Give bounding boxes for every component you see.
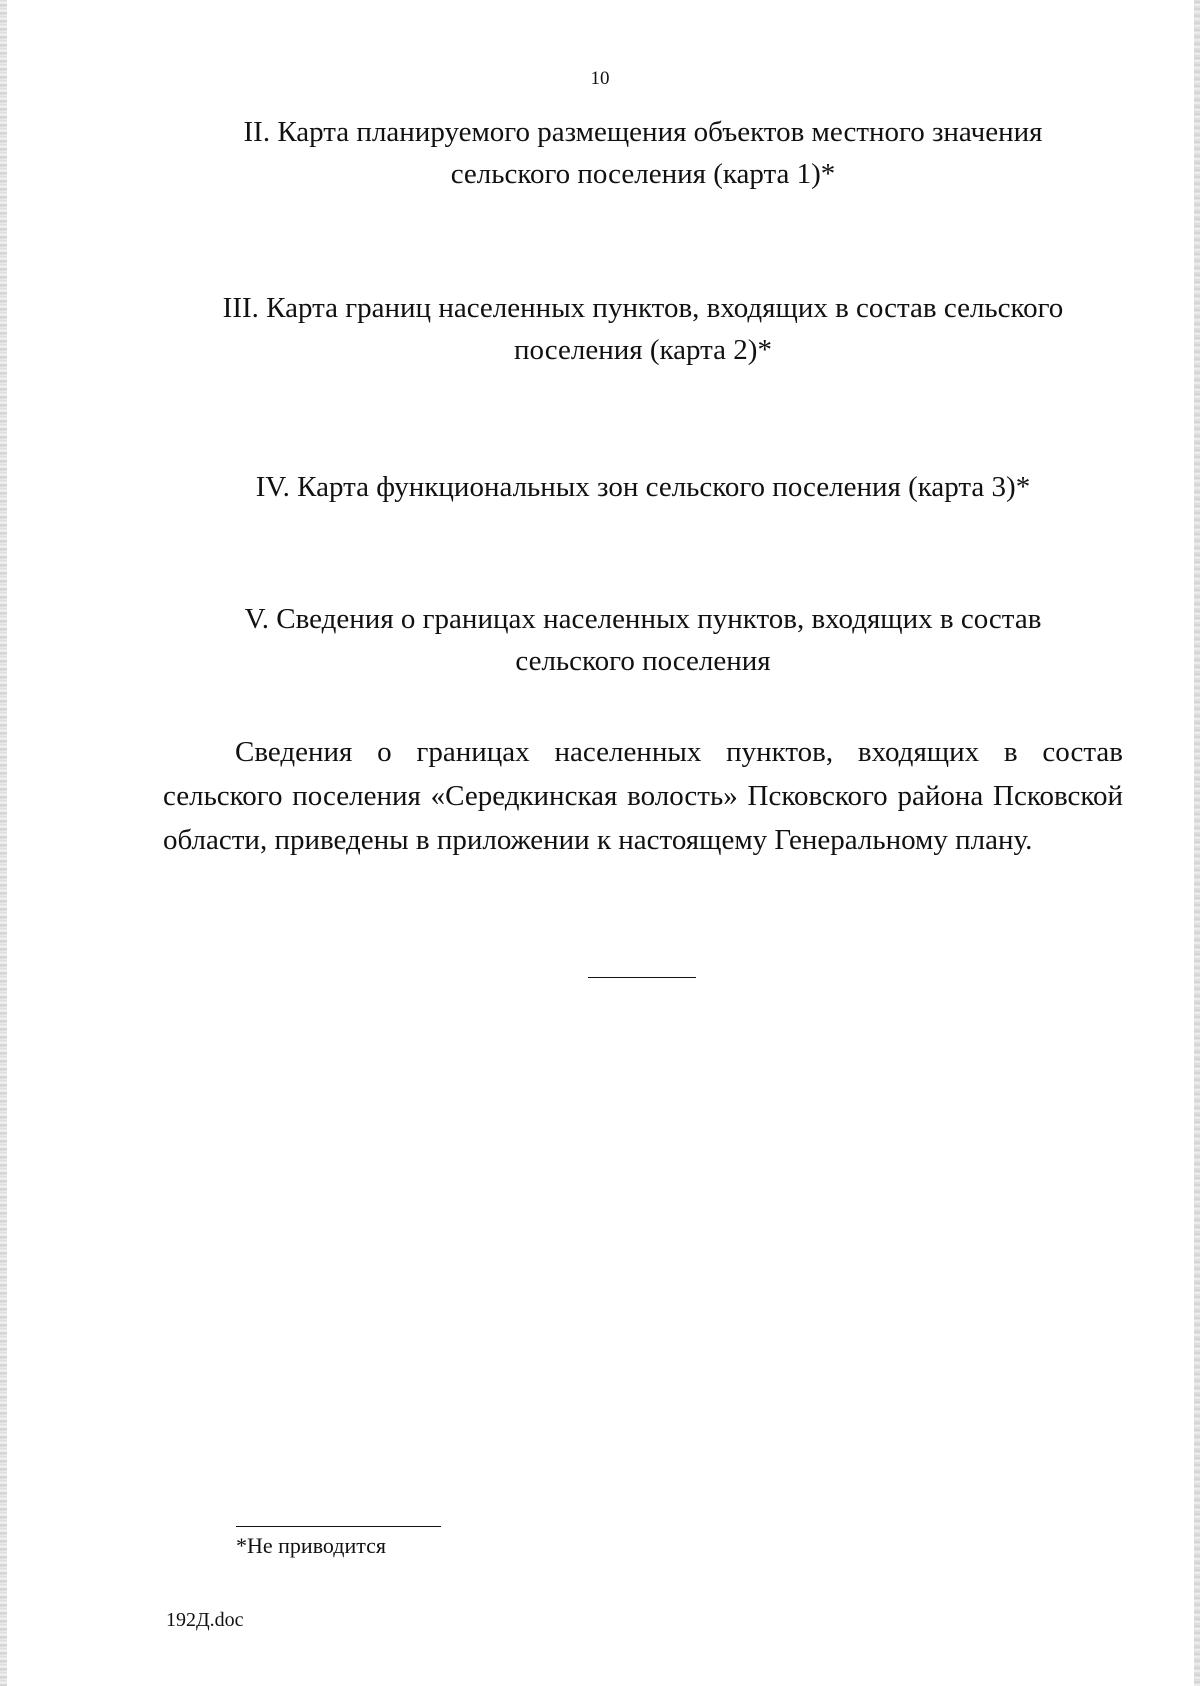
section-heading-iii-line2: поселения (карта 2)* [514, 334, 772, 366]
footnote: *Не приводится [236, 1533, 387, 1558]
section-heading-iv-line1: IV. Карта функциональных зон сельского поселения (карта 3)* [255, 471, 1031, 503]
page-number: 10 [590, 68, 610, 89]
section-heading-v [163, 598, 1123, 682]
section-heading-iv [163, 466, 1123, 508]
document-code: 192Д.doc [166, 1609, 244, 1631]
section-heading-ii-line1: II. Карта планируемого размещения объектов местного значения [243, 116, 1043, 148]
end-of-text-rule [588, 977, 696, 978]
section-heading-iii-line1: III. Карта границ населенных пунктов, входящих в состав сельского [222, 292, 1064, 324]
section-heading-v-line1: V. Сведения о границах населенных пунктов, входящих в состав [244, 603, 1042, 635]
section-v-paragraph: Сведения о границах населенных пунктов, входящих в состав сельского поселения «Середкинская волость» Псковского района Псковской области, приведены в приложении к настоящему Генеральному плану. [163, 736, 1123, 856]
scan-edge-left [0, 0, 7, 1686]
section-heading-ii-line2: сельского поселения (карта 1)* [450, 158, 836, 190]
footnote-separator [236, 1526, 441, 1527]
section-heading-ii [163, 111, 1123, 195]
scan-edge-right [1194, 0, 1200, 1686]
section-heading-v-line2: сельского поселения [515, 645, 771, 677]
section-heading-iii [163, 287, 1123, 371]
